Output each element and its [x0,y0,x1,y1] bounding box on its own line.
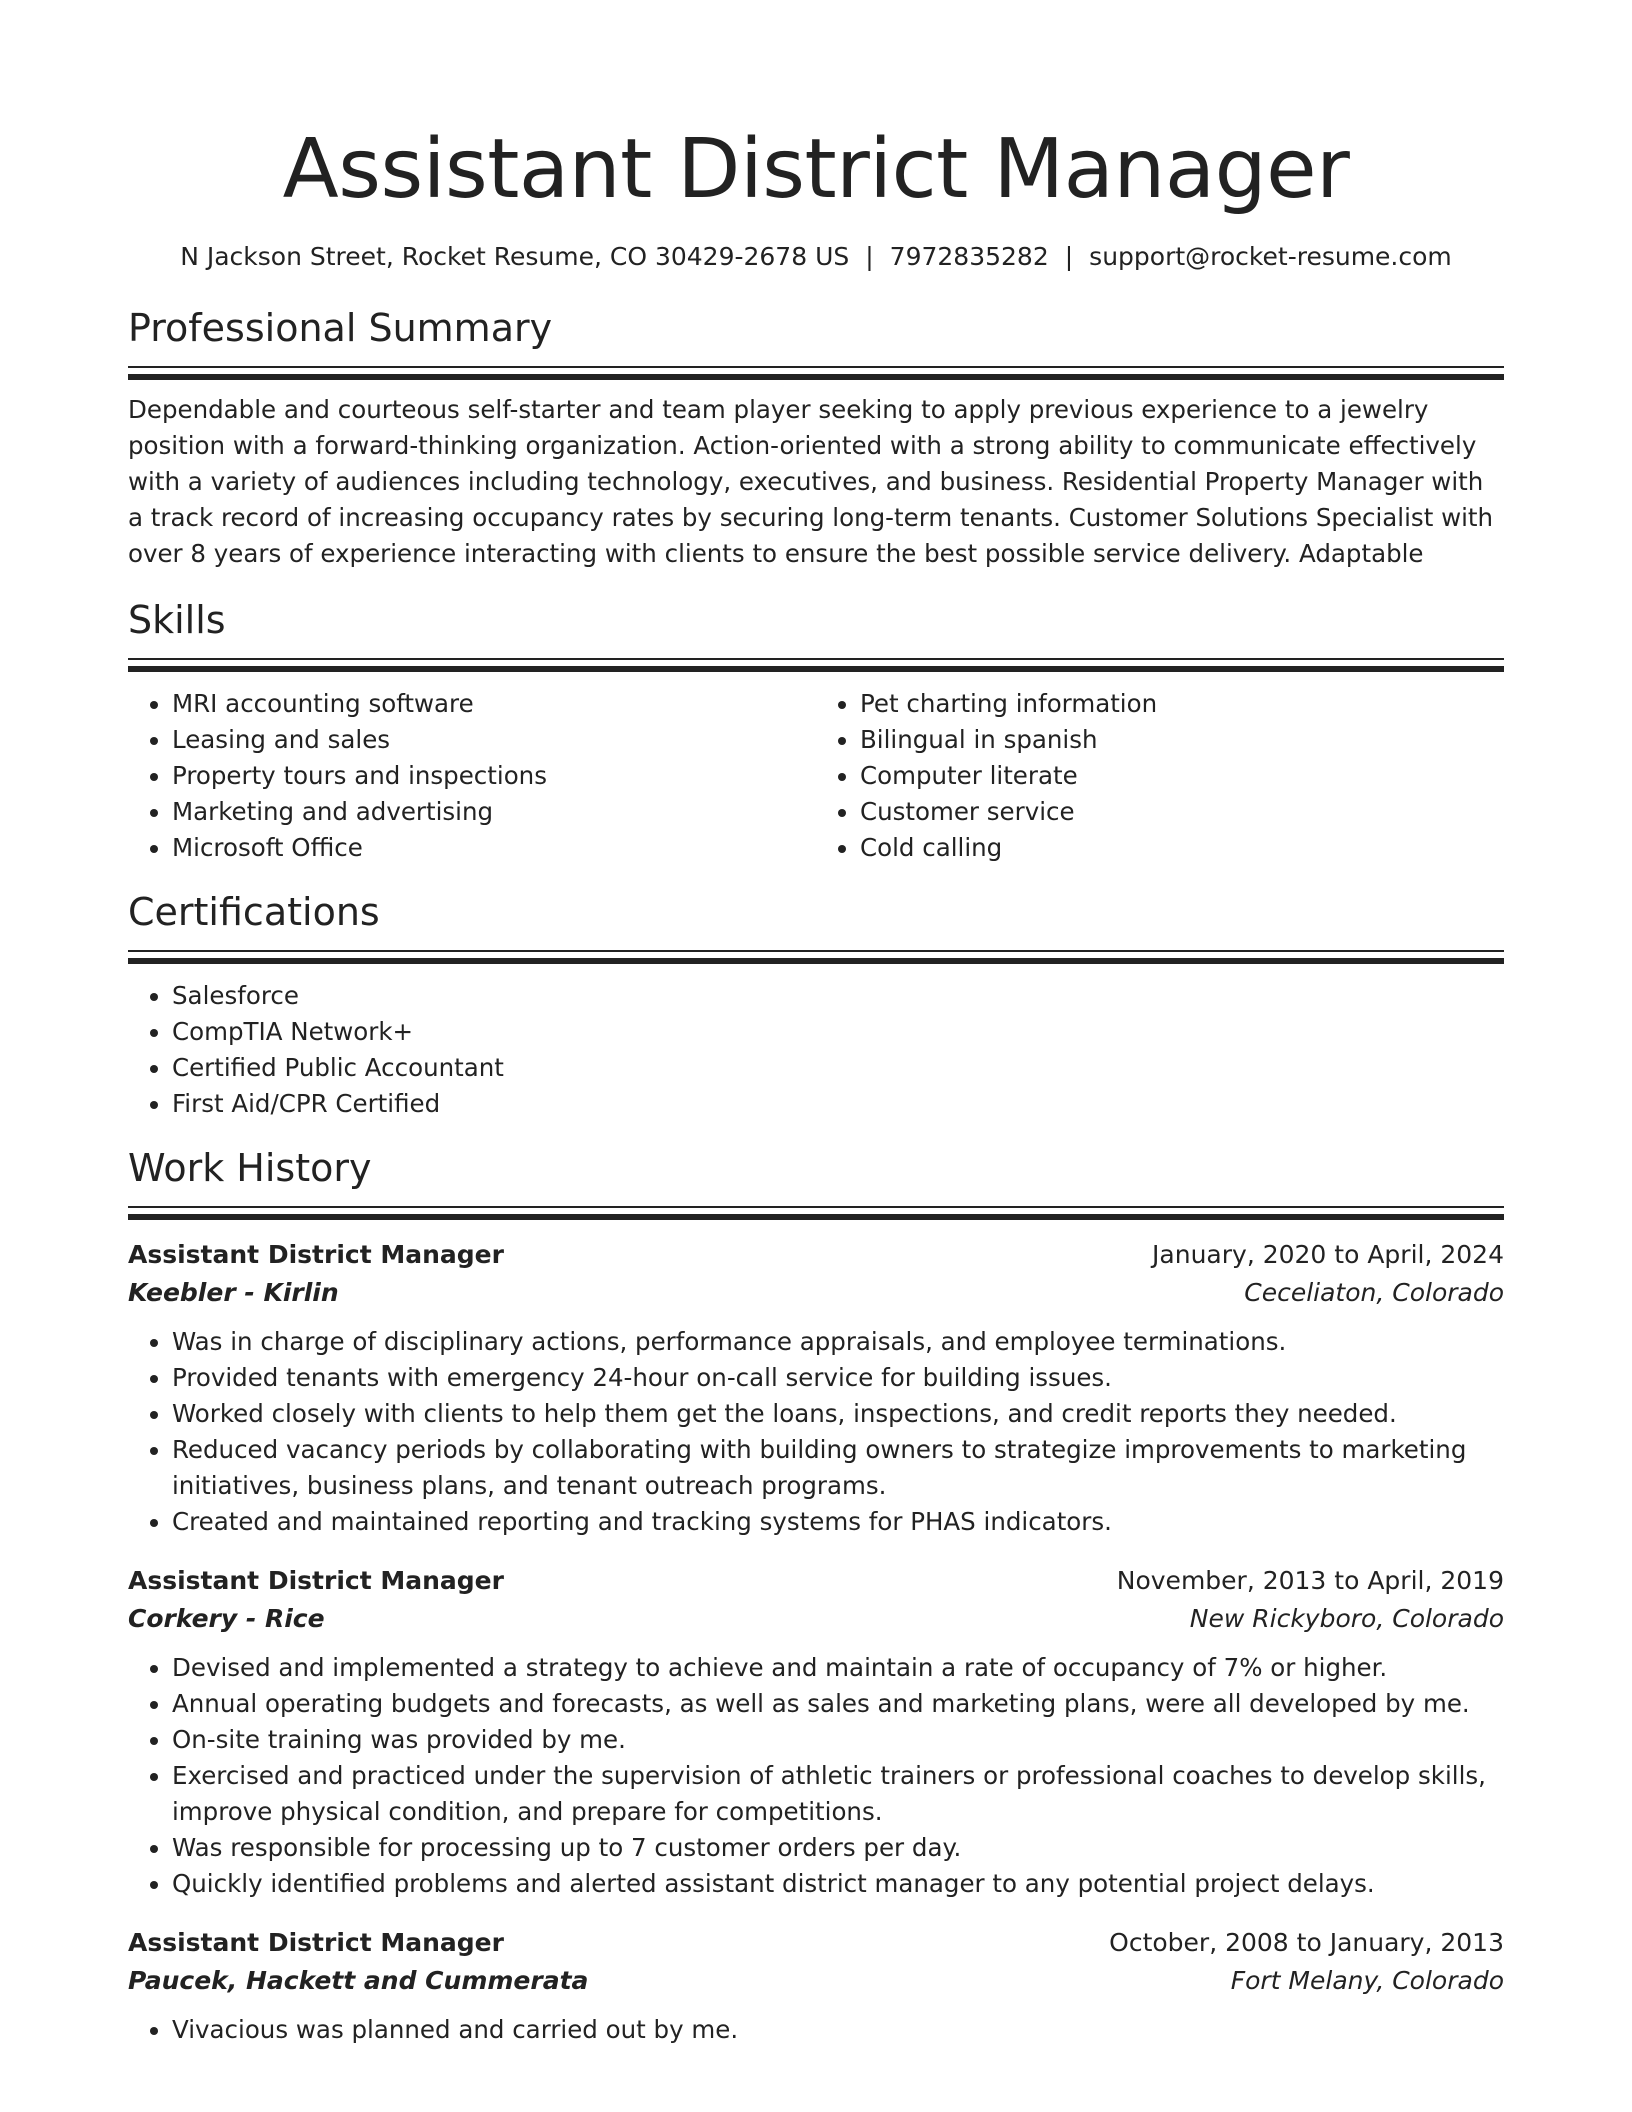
job-bullet: • Exercised and practiced under the supervision of athletic trainers or professional coaches to develop skills, improve physical condition, and prepare for competitions. [172,1758,1504,1830]
job-entry [128,1236,1504,1540]
contact-email: support@rocket-resume.com [1089,242,1452,271]
contact-separator: | [1064,242,1074,271]
job-subheader [128,1962,1504,2000]
certification-item: • Salesforce [172,978,1504,1014]
section-title-summary: Professional Summary [128,306,553,350]
job-bullets [128,2012,1504,2048]
section-title-work-history: Work History [128,1146,372,1190]
certification-item: • First Aid/CPR Certified [172,1086,1504,1122]
job-bullet: • Vivacious was planned and carried out by me. [172,2012,1504,2048]
job-bullet: • Quickly identified problems and alerted assistant district manager to any potential project delays. [172,1866,1504,1902]
summary-section [128,304,1504,572]
job-title: Assistant District Manager [128,1240,504,1269]
skills-list-left [128,686,816,866]
skills-column-right [816,686,1504,866]
skill-item: • Customer service [860,794,1504,830]
skill-item: • Bilingual in spanish [860,722,1504,758]
resume-page [128,0,1504,2048]
skills-section [128,596,1504,866]
job-location: Ceceliaton, Colorado [1244,1278,1504,1307]
skills-columns [128,686,1504,866]
job-header [128,1236,1504,1274]
job-dates: January, 2020 to April, 2024 [1152,1240,1504,1269]
skill-item: • Property tours and inspections [172,758,816,794]
skills-column-left [128,686,816,866]
certification-item: • CompTIA Network+ [172,1014,1504,1050]
job-company: Keebler - Kirlin [128,1278,339,1307]
skill-item: • Cold calling [860,830,1504,866]
job-bullet: • Was responsible for processing up to 7 customer orders per day. [172,1830,1504,1866]
skill-item: • Marketing and advertising [172,794,816,830]
job-bullet: • Was in charge of disciplinary actions, performance appraisals, and employee terminations. [172,1324,1504,1360]
job-dates: November, 2013 to April, 2019 [1116,1566,1504,1595]
skill-item: • Microsoft Office [172,830,816,866]
skill-item: • MRI accounting software [172,686,816,722]
job-title: Assistant District Manager [128,1566,504,1595]
job-company: Corkery - Rice [128,1604,325,1633]
section-title-skills: Skills [128,598,226,642]
contact-phone: 7972835282 [889,242,1049,271]
job-entry [128,1562,1504,1902]
skills-list-right [816,686,1504,866]
certifications-section [128,888,1504,1122]
job-dates: October, 2008 to January, 2013 [1109,1928,1504,1957]
job-bullet: • Provided tenants with emergency 24-hour on-call service for building issues. [172,1360,1504,1396]
job-bullet: • Devised and implemented a strategy to achieve and maintain a rate of occupancy of 7% or higher. [172,1650,1504,1686]
job-bullet: • Created and maintained reporting and tracking systems for PHAS indicators. [172,1504,1504,1540]
job-location: New Rickyboro, Colorado [1189,1604,1504,1633]
certification-item: • Certified Public Accountant [172,1050,1504,1086]
job-subheader [128,1274,1504,1312]
job-bullet: • On-site training was provided by me. [172,1722,1504,1758]
section-divider [128,658,1504,672]
job-title: Assistant District Manager [128,1928,504,1957]
skill-item: • Computer literate [860,758,1504,794]
job-location: Fort Melany, Colorado [1230,1966,1504,1995]
work-history-section [128,1144,1504,2048]
summary-text: Dependable and courteous self-starter and team player seeking to apply previous experience to a jewelry position with a forward-thinking organization. Action-oriented with a strong ability to communicate effectively with a variety of audiences including technology, executives, and business. Residential Property Manager with a track record of increasing occupancy rates by securing long-term tenants. Customer Solutions Specialist with over 8 years of experience interacting with clients to ensure the best possible service delivery. Adaptable [128,395,1494,568]
job-company: Paucek, Hackett and Cummerata [128,1966,589,1995]
section-title-certifications: Certifications [128,890,380,934]
job-entry [128,1924,1504,2048]
job-header [128,1924,1504,1962]
job-bullet: • Worked closely with clients to help them get the loans, inspections, and credit reports they needed. [172,1396,1504,1432]
certifications-list [128,978,1504,1122]
job-bullet: • Reduced vacancy periods by collaborating with building owners to strategize improvements to marketing initiatives, business plans, and tenant outreach programs. [172,1432,1504,1504]
skill-item: • Leasing and sales [172,722,816,758]
job-bullets [128,1324,1504,1540]
contact-address: N Jackson Street, Rocket Resume, CO 30429-2678 US [180,242,850,271]
section-divider [128,1206,1504,1220]
section-divider [128,950,1504,964]
job-subheader [128,1600,1504,1638]
contact-separator: | [865,242,874,271]
job-bullets [128,1650,1504,1902]
job-bullet: • Annual operating budgets and forecasts, as well as sales and marketing plans, were all developed by me. [172,1686,1504,1722]
skill-item: • Pet charting information [860,686,1504,722]
section-divider [128,366,1504,380]
contact-line [128,240,1504,274]
resume-name: Assistant District Manager [282,122,1350,217]
job-header [128,1562,1504,1600]
